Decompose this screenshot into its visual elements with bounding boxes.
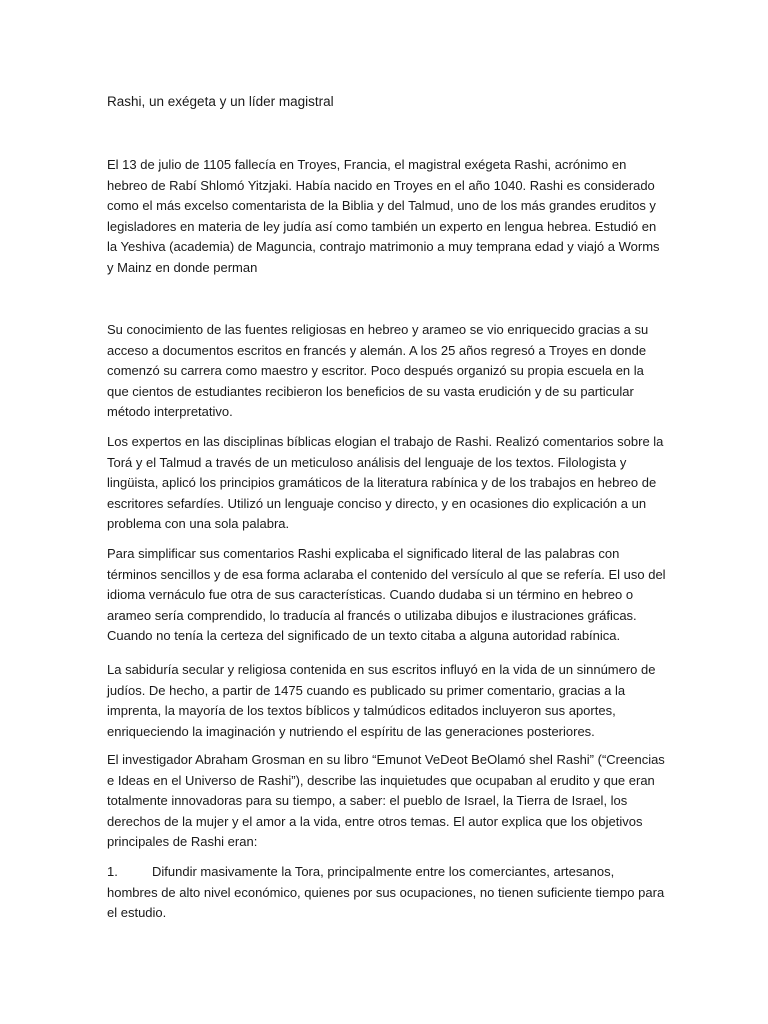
paragraph-1: El 13 de julio de 1105 fallecía en Troyes, Francia, el magistral exégeta Rashi, acrónimo en hebreo de Rabí Shlomó Yitzjaki. Había nacido en Troyes en el año 1040. Rashi es considerado como el más excelso comentarista de la Biblia y del Talmud, uno de los más grandes eruditos y legisladores en materia de ley judía así como también un experto en lengua hebrea. Estudió en la Yeshiva (academia) de Maguncia, contrajo matrimonio a muy temprana edad y viajó a Worms y Mainz en donde perman	[107, 157, 660, 275]
list-item-1	[107, 862, 667, 924]
paragraph-5: La sabiduría secular y religiosa contenida en sus escritos influyó en la vida de un sinnúmero de judíos. De hecho, a partir de 1475 cuando es publicado su primer comentario, gracias a la imprenta, la mayoría de los textos bíblicos y talmúdicos editados incluyeron sus aportes, enriqueciendo la imaginación y nutriendo el espíritu de las generaciones posteriores.	[107, 662, 656, 739]
paragraph-3: Los expertos en las disciplinas bíblicas elogian el trabajo de Rashi. Realizó comentarios sobre la Torá y el Talmud a través de un meticuloso análisis del lenguaje de los textos. Filologista y lingüista, aplicó los principios gramáticos de la literatura rabínica y de los trabajos en hebreo de escritores sefardíes. Utilizó un lenguaje conciso y directo, y en ocasiones dio explicación a un problema con una sola palabra.	[107, 434, 664, 532]
document-title: Rashi, un exégeta y un líder magistral	[107, 94, 334, 109]
list-number: 1.	[107, 864, 118, 879]
paragraph-6: El investigador Abraham Grosman en su libro “Emunot VeDeot BeOlamó shel Rashi” (“Creencias e Ideas en el Universo de Rashi”), describe las inquietudes que ocupaban al erudito y que eran totalmente innovadoras para su tiempo, a saber: el pueblo de Israel, la Tierra de Israel, los derechos de la mujer y el amor a la vida, entre otros temas. El autor explica que los objetivos principales de Rashi eran:	[107, 752, 665, 850]
paragraph-4: Para simplificar sus comentarios Rashi explicaba el significado literal de las palabras con términos sencillos y de esa forma aclaraba el contenido del versículo al que se refería. El uso del idioma vernáculo fue otra de sus características. Cuando dudaba si un término en hebreo o arameo sería comprendido, lo traducía al francés o utilizaba dibujos e ilustraciones gráficas. Cuando no tenía la certeza del significado de un texto citaba a alguna autoridad rabínica.	[107, 546, 666, 644]
list-item-text: Difundir masivamente la Tora, principalmente entre los comerciantes, artesanos, hombres de alto nivel económico, quienes por sus ocupaciones, no tienen suficiente tiempo para el estudio.	[107, 864, 665, 921]
paragraph-2: Su conocimiento de las fuentes religiosas en hebreo y arameo se vio enriquecido gracias a su acceso a documentos escritos en francés y alemán. A los 25 años regresó a Troyes en donde comenzó su carrera como maestro y escritor. Poco después organizó su propia escuela en la que cientos de estudiantes recibieron los beneficios de su vasta erudición y de su particular método interpretativo.	[107, 322, 649, 420]
